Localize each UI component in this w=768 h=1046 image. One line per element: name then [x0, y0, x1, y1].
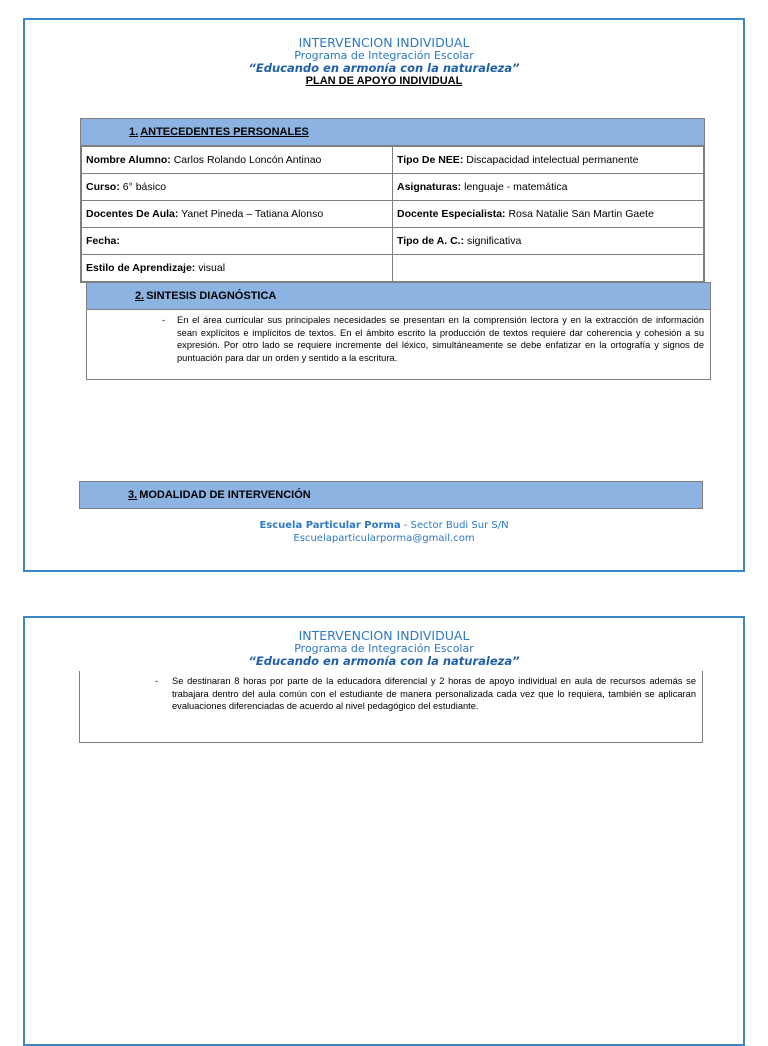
table-cell [82, 255, 393, 282]
table-cell [82, 201, 393, 228]
field-value: 6° básico [122, 181, 167, 193]
table-row [82, 147, 704, 174]
school-address: - Sector Budi Sur S/N [400, 520, 509, 531]
section-title: ANTECEDENTES PERSONALES [140, 126, 309, 138]
field-value: Carlos Rolando Loncón Antinao [173, 154, 322, 166]
school-name: Escuela Particular Porma [259, 520, 401, 531]
header-motto: “Educando en armonía con la naturaleza” [248, 61, 520, 75]
field-label: Asignaturas: [397, 181, 462, 193]
table-cell [82, 174, 393, 201]
header-title: INTERVENCION INDIVIDUAL [298, 35, 470, 50]
field-value: visual [198, 262, 226, 274]
header-program: Programa de Integración Escolar [294, 642, 474, 655]
section-title: SINTESIS DIAGNÓSTICA [146, 290, 277, 302]
field-label: Tipo de A. C.: [397, 235, 465, 247]
field-label: Nombre Alumno: [86, 154, 171, 166]
field-label: Fecha: [86, 235, 120, 247]
header-program: Programa de Integración Escolar [294, 49, 474, 62]
table-cell [393, 174, 704, 201]
table-row [82, 255, 704, 282]
diagnosis-paragraph [162, 314, 704, 364]
header-motto: “Educando en armonía con la naturaleza” [248, 654, 520, 668]
document-page-2 [23, 616, 745, 1046]
section-number: 1. [129, 126, 139, 138]
table-cell [82, 147, 393, 174]
field-value: Yanet Pineda – Tatiana Alonso [181, 208, 324, 220]
page-header [25, 629, 743, 668]
table-row [82, 201, 704, 228]
field-label: Estilo de Aprendizaje: [86, 262, 196, 274]
section-header [87, 283, 710, 310]
sintesis-section [86, 282, 711, 380]
bullet-dash: - [162, 315, 166, 325]
field-value: Discapacidad intelectual permanente [466, 154, 639, 166]
table-cell [393, 147, 704, 174]
table-cell [393, 201, 704, 228]
section-header [80, 482, 702, 508]
modalidad-section [79, 481, 703, 509]
field-label: Tipo De NEE: [397, 154, 464, 166]
document-page-1 [23, 18, 745, 572]
page-footer [25, 519, 743, 545]
antecedentes-table [81, 146, 704, 282]
school-email: Escuelaparticularporma@gmail.com [293, 533, 475, 544]
bullet-dash: - [155, 676, 159, 686]
table-cell [82, 228, 393, 255]
field-value: significativa [467, 235, 522, 247]
field-label: Curso: [86, 181, 120, 193]
table-row [82, 174, 704, 201]
table-cell [393, 255, 704, 282]
section-number: 3. [128, 489, 138, 501]
section-header [81, 119, 704, 146]
table-row [82, 228, 704, 255]
antecedentes-section [80, 118, 705, 283]
field-label: Docente Especialista: [397, 208, 506, 220]
plan-title: PLAN DE APOYO INDIVIDUAL [305, 75, 463, 87]
intervention-paragraph [155, 675, 696, 713]
field-value: Rosa Natalie San Martin Gaete [508, 208, 654, 220]
section-title: MODALIDAD DE INTERVENCIÓN [139, 489, 311, 501]
field-value: lenguaje - matemática [464, 181, 568, 193]
table-cell [393, 228, 704, 255]
intervention-text: Se destinaran 8 horas por parte de la educadora diferencial y 2 horas de apoyo individual en aula de recursos además se trabajara dentro del aula común con el estudiante de manera personalizada cada vez que lo requiera, también se aplicaran evaluaciones diferenciadas de acuerdo al nivel pedagógico del estudiante. [172, 676, 696, 711]
header-title: INTERVENCION INDIVIDUAL [298, 628, 470, 643]
section-number: 2. [135, 290, 145, 302]
modalidad-content [79, 671, 703, 743]
diagnosis-text: En el área curricular sus principales necesidades se presentan en la comprensión lectora y en la extracción de información sean explícitos e implícitos de textos. En el ámbito escrito la producción de textos requiere dar coherencia y cohesión a su expresión. Por otro lado se requiere incremente del léxico, simultáneamente se debe enfatizar en la ortografía y signos de puntuación para dar un orden y sentido a la escritura. [177, 315, 704, 363]
field-label: Docentes De Aula: [86, 208, 179, 220]
page-header [25, 36, 743, 88]
